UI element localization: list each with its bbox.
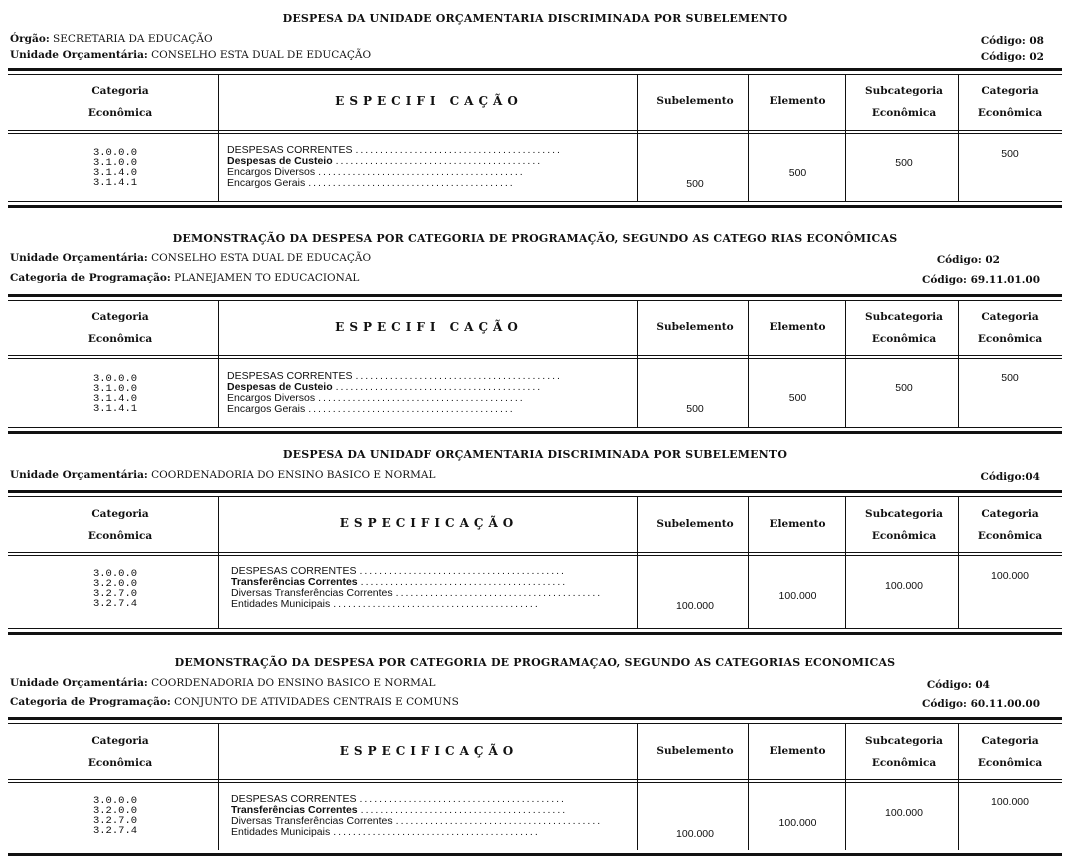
col-divider (845, 724, 846, 850)
codigo-unidade: Código:04 (980, 471, 1040, 483)
header-elemento: Elemento (769, 321, 826, 333)
col-divider (958, 497, 959, 628)
table-bottom-rule-thick (8, 853, 1062, 856)
unidade-line: Unidade Orçamentária: COORDENADORIA DO ENSINO BASICO E NORMAL (10, 469, 436, 481)
codigo-programacao: Código: 69.11.01.00 (922, 274, 1040, 286)
col-divider (218, 497, 219, 628)
category-codes: 3.0.0.0 3.1.0.0 3.1.4.0 3.1.4.1 (92, 373, 138, 415)
value-categoria: 500 (1001, 372, 1019, 384)
header-bottom-rule-2 (8, 133, 1062, 134)
list-item: Diversas Transferências Correntes .......................................... (231, 588, 603, 599)
codigo-orgao: Código: 08 (980, 35, 1044, 47)
header-subcategoria: Subcategoria Econômica (865, 508, 943, 542)
value-subelemento: 500 (686, 178, 704, 190)
header-subelemento: Subelemento (656, 518, 734, 530)
unidade-line: Unidade Orçamentária: CONSELHO ESTA DUAL DE EDUCAÇÃO (10, 49, 372, 61)
list-item: Encargos Diversos .......................................... (227, 393, 525, 404)
value-elemento: 500 (788, 167, 807, 179)
codigo-unidade: Código: 04 (926, 679, 990, 691)
programacao-line: Categoria de Programação: CONJUNTO DE ATIVIDADES CENTRAIS E COMUNS (10, 696, 459, 708)
list-item: DESPESAS CORRENTES .......................................... (231, 566, 566, 577)
header-subelemento: Subelemento (656, 95, 734, 107)
value-subelemento: 100.000 (676, 828, 714, 840)
header-bottom-rule (8, 779, 1062, 780)
header-bottom-rule (8, 552, 1062, 553)
list-item: Entidades Municipais .......................................... (231, 827, 540, 838)
codigo-unidade: Código: 02 (936, 254, 1000, 266)
header-especificacao: ESPECIFI CAÇÃO (335, 320, 523, 334)
table-bottom-rule (8, 628, 1062, 629)
table-top-rule (8, 717, 1062, 720)
value-categoria: 500 (1001, 148, 1019, 160)
col-divider (958, 301, 959, 427)
list-item: Despesas de Custeio .......................................... (227, 156, 543, 167)
unidade-line: Unidade Orçamentária: COORDENADORIA DO ENSINO BASICO E NORMAL (10, 677, 436, 689)
header-elemento: Elemento (769, 745, 826, 757)
category-codes: 3.0.0.0 3.1.0.0 3.1.4.0 3.1.4.1 (92, 147, 138, 189)
list-item: Diversas Transferências Correntes .......................................... (231, 816, 603, 827)
header-subelemento: Subelemento (656, 321, 734, 333)
codigo-unidade: Código: 02 (980, 51, 1044, 63)
header-categoria-right: Categoria Econômica (977, 311, 1043, 345)
value-categoria: 100.000 (991, 570, 1029, 582)
col-divider (958, 75, 959, 201)
programacao-line: Categoria de Programação: PLANEJAMEN TO EDUCACIONAL (10, 272, 360, 284)
section-title: DEMONSTRAÇÃO DA DESPESA POR CATEGORIA DE PROGRAMAÇAO, SEGUNDO AS CATEGORIAS ECONOMICAS (174, 656, 896, 669)
table-top-rule-inner (8, 723, 1062, 724)
list-item: Encargos Diversos .......................................... (227, 167, 525, 178)
item-list (227, 145, 637, 189)
header-especificacao: ESPECIFICAÇÃO (339, 516, 519, 530)
col-divider (218, 301, 219, 427)
table-top-rule (8, 490, 1062, 493)
list-item: Transferências Correntes .......................................... (231, 577, 568, 588)
value-subcategoria: 100.000 (885, 580, 923, 592)
table-top-rule (8, 68, 1062, 71)
col-divider (845, 301, 846, 427)
list-item: DESPESAS CORRENTES .......................................... (227, 145, 562, 156)
item-list (231, 566, 641, 610)
list-item: Encargos Gerais .......................................... (227, 178, 515, 189)
list-item: Encargos Gerais .......................................... (227, 404, 515, 415)
header-bottom-rule-2 (8, 782, 1062, 783)
header-bottom-rule-2 (8, 555, 1062, 556)
header-especificacao: ESPECIFI CAÇÃO (335, 94, 523, 108)
list-item: Entidades Municipais .......................................... (231, 599, 540, 610)
header-bottom-rule (8, 130, 1062, 131)
col-divider (637, 75, 638, 201)
col-divider (958, 724, 959, 850)
header-categoria-right: Categoria Econômica (977, 85, 1043, 119)
header-subcategoria: Subcategoria Econômica (865, 735, 943, 769)
codigo-programacao: Código: 60.11.00.00 (922, 698, 1040, 710)
col-divider (845, 75, 846, 201)
header-categoria: Categoria Econômica (87, 311, 153, 345)
table-bottom-rule-thick (8, 431, 1062, 434)
header-subcategoria: Subcategoria Econômica (865, 85, 943, 119)
value-elemento: 100.000 (778, 817, 817, 829)
category-codes: 3.0.0.0 3.2.0.0 3.2.7.0 3.2.7.4 (92, 568, 138, 610)
col-divider (218, 724, 219, 850)
header-bottom-rule-2 (8, 358, 1062, 359)
value-subelemento: 500 (686, 403, 704, 415)
header-categoria-right: Categoria Econômica (977, 508, 1043, 542)
section-title: DESPESA DA UNIDADE ORÇAMENTARIA DISCRIMINADA POR SUBELEMENTO (282, 12, 788, 25)
header-elemento: Elemento (769, 95, 826, 107)
header-bottom-rule (8, 355, 1062, 356)
value-elemento: 500 (788, 392, 807, 404)
list-item: Transferências Correntes .......................................... (231, 805, 568, 816)
value-subcategoria: 500 (895, 157, 913, 169)
table-bottom-rule-thick (8, 205, 1062, 208)
header-subelemento: Subelemento (656, 745, 734, 757)
section-title: DESPESA DA UNIDADF ORÇAMENTARIA DISCRIMINADA POR SUBELEMENTO (282, 448, 788, 461)
value-subcategoria: 500 (895, 382, 913, 394)
table-bottom-rule (8, 427, 1062, 428)
item-list (231, 794, 641, 838)
item-list (227, 371, 637, 415)
col-divider (637, 301, 638, 427)
list-item: DESPESAS CORRENTES .......................................... (231, 794, 566, 805)
table-top-rule-inner (8, 74, 1062, 75)
table-top-rule (8, 294, 1062, 297)
value-categoria: 100.000 (991, 796, 1029, 808)
category-codes: 3.0.0.0 3.2.0.0 3.2.7.0 3.2.7.4 (92, 795, 138, 837)
list-item: Despesas de Custeio .......................................... (227, 382, 543, 393)
value-subelemento: 100.000 (676, 600, 714, 612)
orgao-line: Órgão: SECRETARIA DA EDUCAÇÃO (10, 33, 213, 45)
value-elemento: 100.000 (778, 590, 817, 602)
col-divider (845, 497, 846, 628)
header-especificacao: ESPECIFICAÇÃO (339, 744, 519, 758)
table-top-rule-inner (8, 496, 1062, 497)
table-bottom-rule-thick (8, 632, 1062, 635)
header-subcategoria: Subcategoria Econômica (865, 311, 943, 345)
table-bottom-rule (8, 201, 1062, 202)
value-subcategoria: 100.000 (885, 807, 923, 819)
header-categoria: Categoria Econômica (87, 85, 153, 119)
header-categoria: Categoria Econômica (87, 735, 153, 769)
section-title: DEMONSTRAÇÃO DA DESPESA POR CATEGORIA DE PROGRAMAÇÃO, SEGUNDO AS CATEGO RIAS ECONÔMICAS (172, 232, 898, 245)
header-categoria: Categoria Econômica (87, 508, 153, 542)
list-item: DESPESAS CORRENTES .......................................... (227, 371, 562, 382)
header-elemento: Elemento (769, 518, 826, 530)
header-categoria-right: Categoria Econômica (977, 735, 1043, 769)
col-divider (218, 75, 219, 201)
table-top-rule-inner (8, 300, 1062, 301)
unidade-line: Unidade Orçamentária: CONSELHO ESTA DUAL DE EDUCAÇÃO (10, 252, 372, 264)
